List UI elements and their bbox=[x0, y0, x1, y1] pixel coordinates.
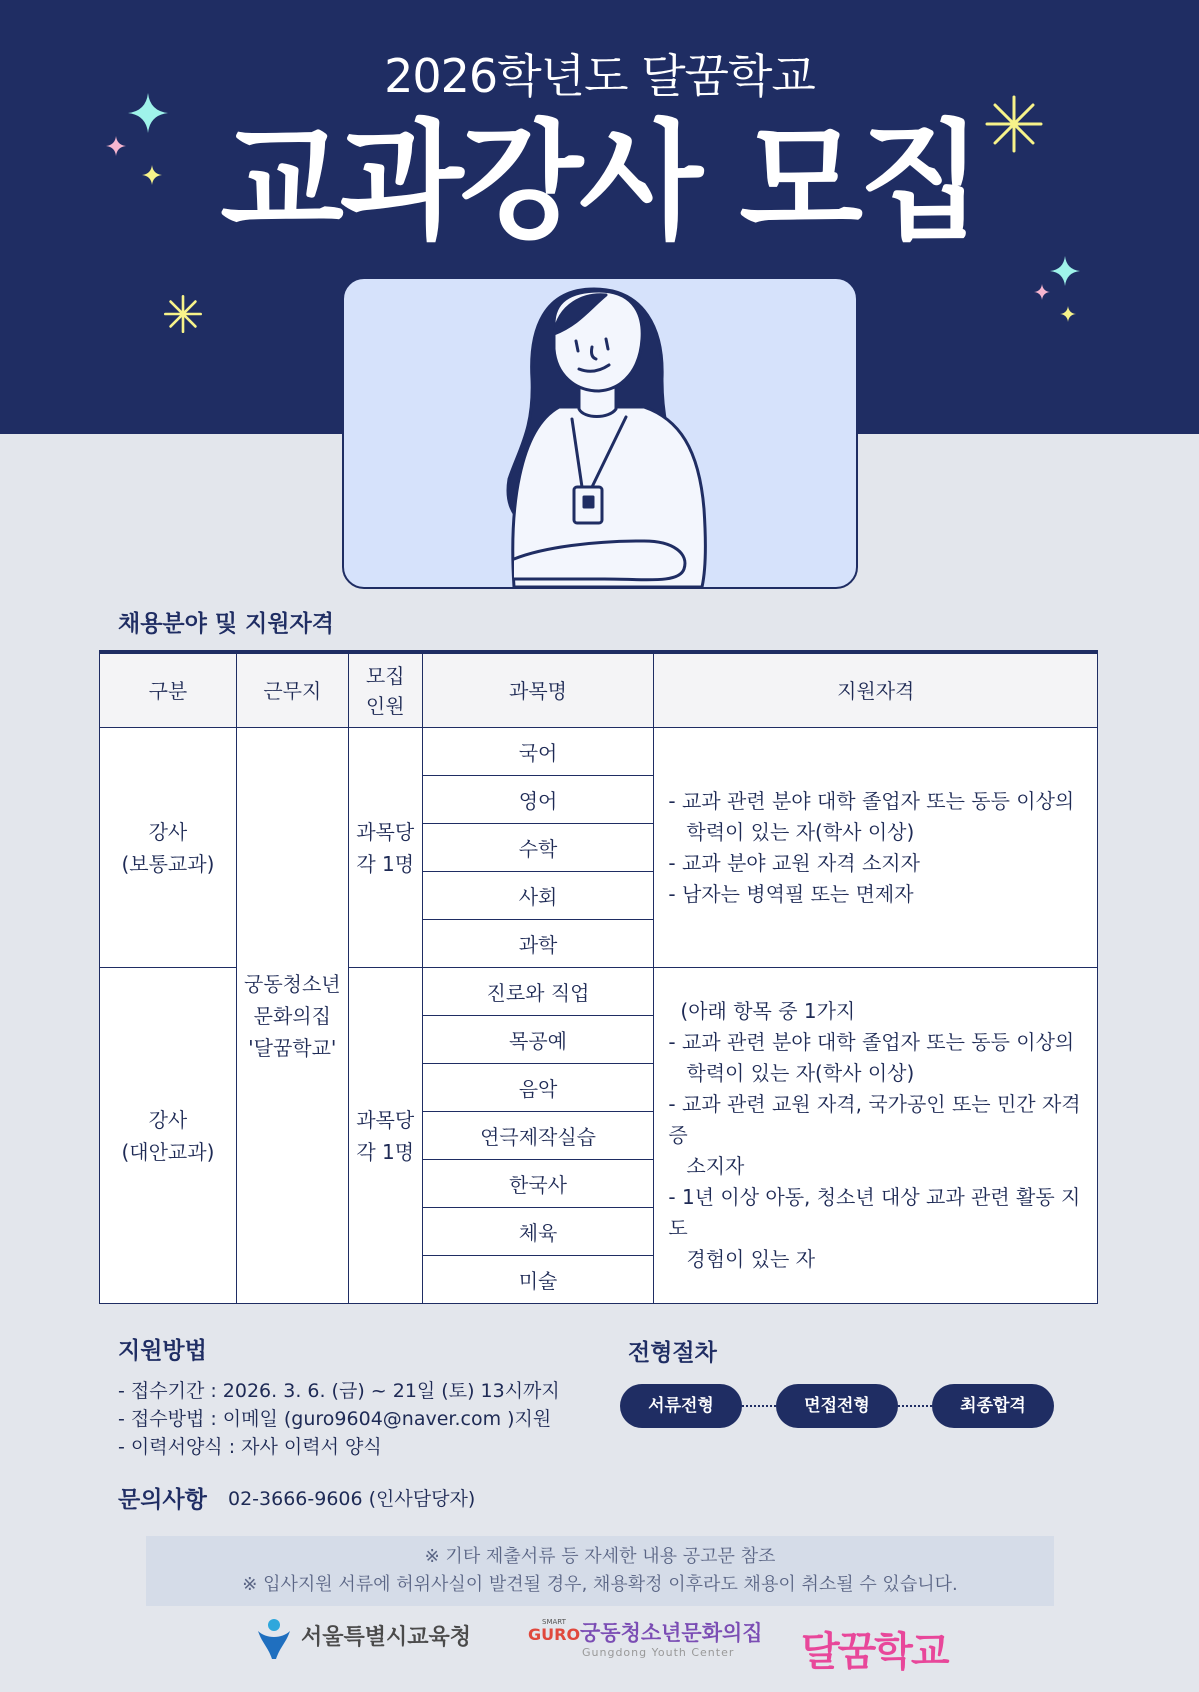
subject-cell: 국어 bbox=[422, 728, 654, 776]
col-header-recruit-count bbox=[348, 652, 422, 728]
seoul-education-logo-icon bbox=[252, 1617, 296, 1661]
workplace-line: 문화의집 bbox=[253, 1003, 331, 1028]
gungdong-logo-mark bbox=[528, 1618, 580, 1644]
count-cell-alternative bbox=[348, 968, 422, 1304]
category-cell-regular bbox=[100, 728, 237, 968]
teacher-figure bbox=[344, 279, 856, 587]
contact-label: 문의사항 bbox=[118, 1487, 207, 1513]
dalkkum-logo bbox=[801, 1620, 948, 1677]
sparkle-icon bbox=[1050, 256, 1080, 286]
apply-list bbox=[118, 1377, 560, 1461]
col-header-recruit-line2: 인원 bbox=[365, 693, 405, 718]
sparkle-icon bbox=[1034, 284, 1050, 300]
header-subtitle: 2026학년도 달꿈학교 bbox=[384, 49, 815, 103]
workplace-cell bbox=[236, 728, 348, 1304]
category-line: 강사 bbox=[148, 819, 188, 844]
count-line: 과목당 bbox=[356, 819, 415, 844]
gungdong-logo-subtext: Gungdong Youth Center bbox=[582, 1646, 735, 1659]
seoul-education-logo-text: 서울특별시교육청 bbox=[301, 1625, 472, 1650]
qualification-cell-alternative bbox=[654, 968, 1098, 1304]
subject-cell: 체육 bbox=[422, 1208, 654, 1256]
qualification-line: - 교과 관련 분야 대학 졸업자 또는 동등 이상의 bbox=[668, 788, 1075, 813]
process-connector bbox=[742, 1405, 776, 1407]
subject-cell: 미술 bbox=[422, 1256, 654, 1304]
subject-cell: 연극제작실습 bbox=[422, 1112, 654, 1160]
apply-item: - 접수방법 : 이메일 (guro9604@naver.com )지원 bbox=[118, 1408, 552, 1430]
notice-box bbox=[146, 1536, 1054, 1606]
count-line: 각 1명 bbox=[356, 1139, 415, 1164]
subject-cell: 목공예 bbox=[422, 1016, 654, 1064]
table-header-row bbox=[100, 652, 1098, 728]
recruit-table bbox=[99, 650, 1098, 1304]
sparkle-icon bbox=[1060, 306, 1076, 322]
count-line: 각 1명 bbox=[356, 851, 415, 876]
notice-line: ※ 기타 제출서류 등 자세한 내용 공고문 참조 bbox=[424, 1546, 776, 1567]
process-step-final: 최종합격 bbox=[932, 1384, 1054, 1428]
col-header-category: 구분 bbox=[100, 652, 237, 728]
sparkle-icon bbox=[128, 93, 168, 133]
category-line: (보통교과) bbox=[121, 851, 215, 876]
qualification-cell-regular bbox=[654, 728, 1098, 968]
col-header-workplace: 근무지 bbox=[236, 652, 348, 728]
starburst-icon bbox=[164, 295, 202, 333]
qualification-line: - 교과 분야 교원 자격 소지자 bbox=[668, 850, 920, 875]
qualification-line: - 1년 이상 아동, 청소년 대상 교과 관련 활동 지도 bbox=[668, 1185, 1081, 1240]
qualification-line: - 교과 관련 교원 자격, 국가공인 또는 민간 자격증 bbox=[668, 1092, 1081, 1147]
subject-cell: 수학 bbox=[422, 824, 654, 872]
sparkle-icon bbox=[142, 165, 162, 185]
subject-cell: 한국사 bbox=[422, 1160, 654, 1208]
subject-cell: 사회 bbox=[422, 872, 654, 920]
qualification-line: 학력이 있는 자(학사 이상) bbox=[686, 1061, 915, 1085]
col-header-recruit-line1: 모집 bbox=[365, 663, 405, 688]
qualification-line: 학력이 있는 자(학사 이상) bbox=[686, 819, 915, 844]
apply-item: - 이력서양식 : 자사 이력서 양식 bbox=[118, 1436, 382, 1458]
starburst-icon bbox=[985, 95, 1043, 153]
subject-cell: 진로와 직업 bbox=[422, 968, 654, 1016]
subject-cell: 영어 bbox=[422, 776, 654, 824]
qualification-line: - 남자는 병역필 또는 면제자 bbox=[668, 881, 914, 906]
count-line: 과목당 bbox=[356, 1107, 415, 1132]
qualification-line: (아래 항목 중 1가지 bbox=[680, 999, 856, 1023]
contact-phone: 02-3666-9606 (인사담당자) bbox=[228, 1488, 476, 1510]
category-cell-alternative bbox=[100, 968, 237, 1304]
header-title: 교과강사 모집 bbox=[220, 108, 979, 257]
sparkle-icon bbox=[106, 136, 126, 156]
section-title-recruit: 채용분야 및 지원자격 bbox=[118, 611, 334, 637]
dalkkum-logo-text: 달꿈학교 bbox=[801, 1629, 948, 1675]
gungdong-logo-mark-text: GURO bbox=[528, 1625, 581, 1644]
qualification-line: 소지자 bbox=[686, 1154, 745, 1178]
gungdong-logo-text: 궁동청소년문화의집 bbox=[580, 1621, 763, 1645]
process-step-documents: 서류전형 bbox=[620, 1384, 742, 1428]
category-line: (대안교과) bbox=[121, 1139, 215, 1164]
col-header-qualification: 지원자격 bbox=[654, 652, 1098, 728]
category-line: 강사 bbox=[148, 1107, 188, 1132]
notice-line: ※ 입사지원 서류에 허위사실이 발견될 경우, 채용확정 이후라도 채용이 취소될 수 있습니다. bbox=[242, 1574, 958, 1595]
workplace-line: 궁동청소년 bbox=[244, 971, 341, 996]
section-title-process: 전형절차 bbox=[628, 1340, 717, 1366]
process-step-interview: 면접전형 bbox=[776, 1384, 898, 1428]
apply-item: - 접수기간 : 2026. 3. 6. (금) ~ 21일 (토) 13시까지 bbox=[118, 1380, 560, 1402]
teacher-illustration bbox=[342, 277, 858, 589]
gungdong-logo-mark-top: SMART bbox=[542, 1618, 566, 1626]
workplace-line: '달꿈학교' bbox=[248, 1035, 337, 1060]
count-cell-regular bbox=[348, 728, 422, 968]
section-title-apply: 지원방법 bbox=[118, 1338, 207, 1364]
qualification-line: - 교과 관련 분야 대학 졸업자 또는 동등 이상의 bbox=[668, 1030, 1075, 1054]
table-row bbox=[100, 728, 1098, 776]
qualification-line: 경험이 있는 자 bbox=[686, 1247, 816, 1271]
subject-cell: 음악 bbox=[422, 1064, 654, 1112]
col-header-subject: 과목명 bbox=[422, 652, 654, 728]
process-connector bbox=[898, 1405, 932, 1407]
subject-cell: 과학 bbox=[422, 920, 654, 968]
